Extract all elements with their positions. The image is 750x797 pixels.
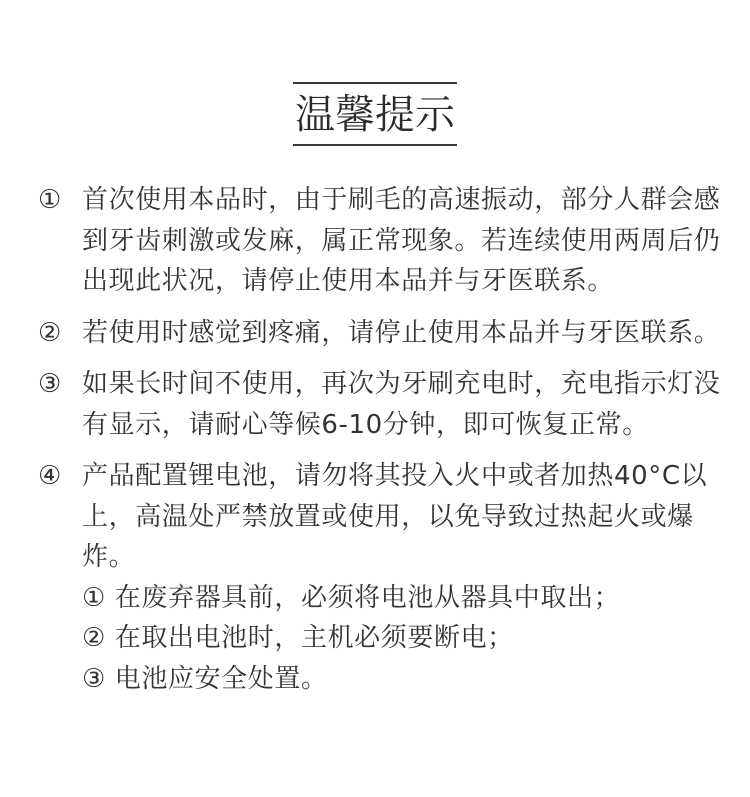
tip-number: ① xyxy=(38,185,62,215)
tip-sub-item: ③ 电池应安全处置。 xyxy=(82,663,328,694)
tip-sub-item: ② 在取出电池时，主机必须要断电； xyxy=(82,623,514,653)
tip-number: ③ xyxy=(38,369,62,399)
tip-item-3 xyxy=(38,364,728,445)
tip-text: 若使用时感觉到疼痛，请停止使用本品并与牙医联系。 xyxy=(82,317,721,348)
tip-sub-item: ① 在废弃器具前，必须将电池从器具中取出； xyxy=(82,582,621,613)
tips-list xyxy=(38,180,728,710)
tip-item-1 xyxy=(38,180,728,302)
tip-number: ② xyxy=(38,317,62,348)
tip-text: 如果长时间不使用，再次为牙刷充电时，充电指示灯没有显示，请耐心等候6-10分钟，即可恢复正常。 xyxy=(82,369,721,440)
page-title: 温馨提示 xyxy=(293,82,457,146)
tip-item-4 xyxy=(38,456,728,699)
tip-item-2 xyxy=(38,313,728,354)
tip-text: 产品配置锂电池，请勿将其投入火中或者加热40°C以上，高温处严禁放置或使用，以免导致过热起火或爆炸。 xyxy=(82,461,708,572)
title-wrap xyxy=(0,82,750,146)
tip-text: 首次使用本品时，由于刷毛的高速振动，部分人群会感到牙齿刺激或发麻，属正常现象。若连续使用两周后仍出现此状况，请停止使用本品并与牙医联系。 xyxy=(82,185,721,296)
tip-number: ④ xyxy=(38,461,62,491)
